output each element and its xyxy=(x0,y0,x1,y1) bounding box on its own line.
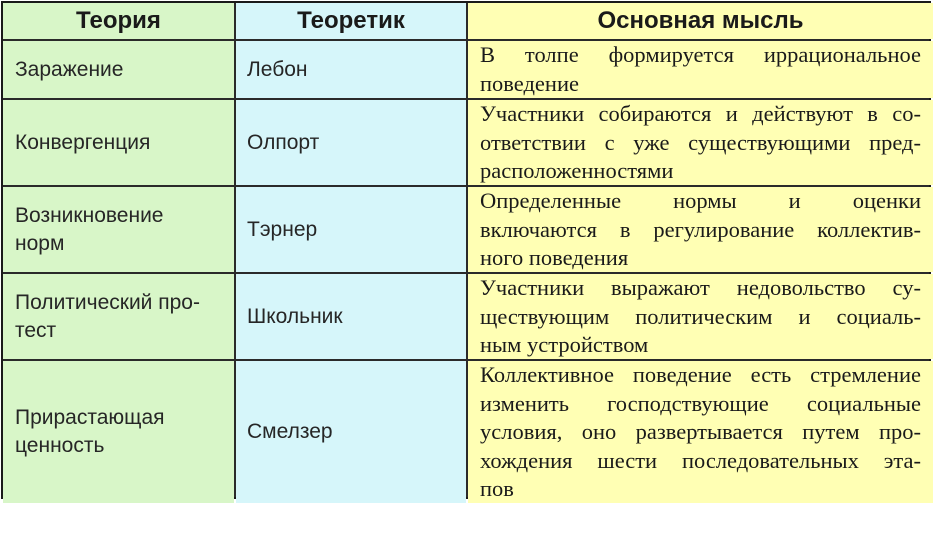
idea-text xyxy=(480,274,921,359)
idea-cell xyxy=(468,41,933,98)
idea-line: ного поведения xyxy=(480,245,629,270)
theory-cell xyxy=(3,274,234,359)
theory-line: Конвергенция xyxy=(15,130,151,154)
idea-line: ществующим политическим и социаль- xyxy=(480,303,921,329)
theory-line: ценность xyxy=(15,434,105,457)
theorist-cell xyxy=(236,41,466,98)
idea-line: ным устройством xyxy=(480,332,649,357)
theorist-cell xyxy=(236,187,466,272)
idea-line: пов xyxy=(480,476,514,501)
theory-line: Прирастающая xyxy=(15,406,165,429)
theorist-cell xyxy=(236,100,466,185)
theory-name xyxy=(15,56,123,84)
idea-text xyxy=(480,361,921,503)
idea-text xyxy=(480,41,921,98)
theory-name xyxy=(15,202,163,258)
theorist-cell xyxy=(236,274,466,359)
idea-text xyxy=(480,100,921,185)
idea-text xyxy=(480,187,921,272)
header-theory: Теория xyxy=(3,3,234,39)
idea-line: Коллективное поведение есть стремление xyxy=(480,362,921,387)
idea-line: изменить господствующие социальные xyxy=(480,390,921,416)
theory-name xyxy=(15,404,165,460)
idea-line: включаются в регулирование коллектив- xyxy=(480,216,921,242)
theory-cell xyxy=(3,361,234,503)
idea-line: расположенностями xyxy=(480,158,674,183)
idea-cell xyxy=(468,100,933,185)
theorist-name: Лебон xyxy=(247,57,308,81)
idea-line: условия, оно развертывается путем про- xyxy=(480,419,921,444)
theory-line: норм xyxy=(15,231,65,255)
theory-line: тест xyxy=(15,318,57,342)
theory-cell xyxy=(3,41,234,98)
theorist-name: Школьник xyxy=(247,304,343,328)
idea-cell xyxy=(468,187,933,272)
theory-line: Заражение xyxy=(15,57,124,81)
header-theorist: Теоретик xyxy=(236,3,466,39)
theorist-name: Олпорт xyxy=(247,130,320,154)
theory-cell xyxy=(3,100,234,185)
idea-cell xyxy=(468,361,933,503)
theorist-cell xyxy=(236,361,466,503)
theory-name xyxy=(15,289,200,345)
idea-cell xyxy=(468,274,933,359)
idea-line: В толпе формируется иррациональное xyxy=(480,42,921,67)
theories-table xyxy=(1,1,931,499)
table-grid xyxy=(3,3,929,501)
theorist-name: Смелзер xyxy=(247,420,333,443)
theory-line: Возникновение xyxy=(15,203,164,227)
theorist-name: Тэрнер xyxy=(247,217,318,241)
idea-line: Определенные нормы и оценки xyxy=(480,188,921,213)
theory-name xyxy=(15,129,150,157)
theory-line: Политический про- xyxy=(15,290,200,314)
header-main-idea: Основная мысль xyxy=(468,3,933,39)
idea-line: Участники выражают недовольство су- xyxy=(480,275,921,300)
idea-line: поведение xyxy=(480,70,579,96)
theory-cell xyxy=(3,187,234,272)
idea-line: ответствии с уже существующими пред- xyxy=(480,129,921,155)
idea-line: Участники собираются и действуют в со- xyxy=(480,101,921,126)
idea-line: хождения шести последовательных эта- xyxy=(480,447,921,473)
